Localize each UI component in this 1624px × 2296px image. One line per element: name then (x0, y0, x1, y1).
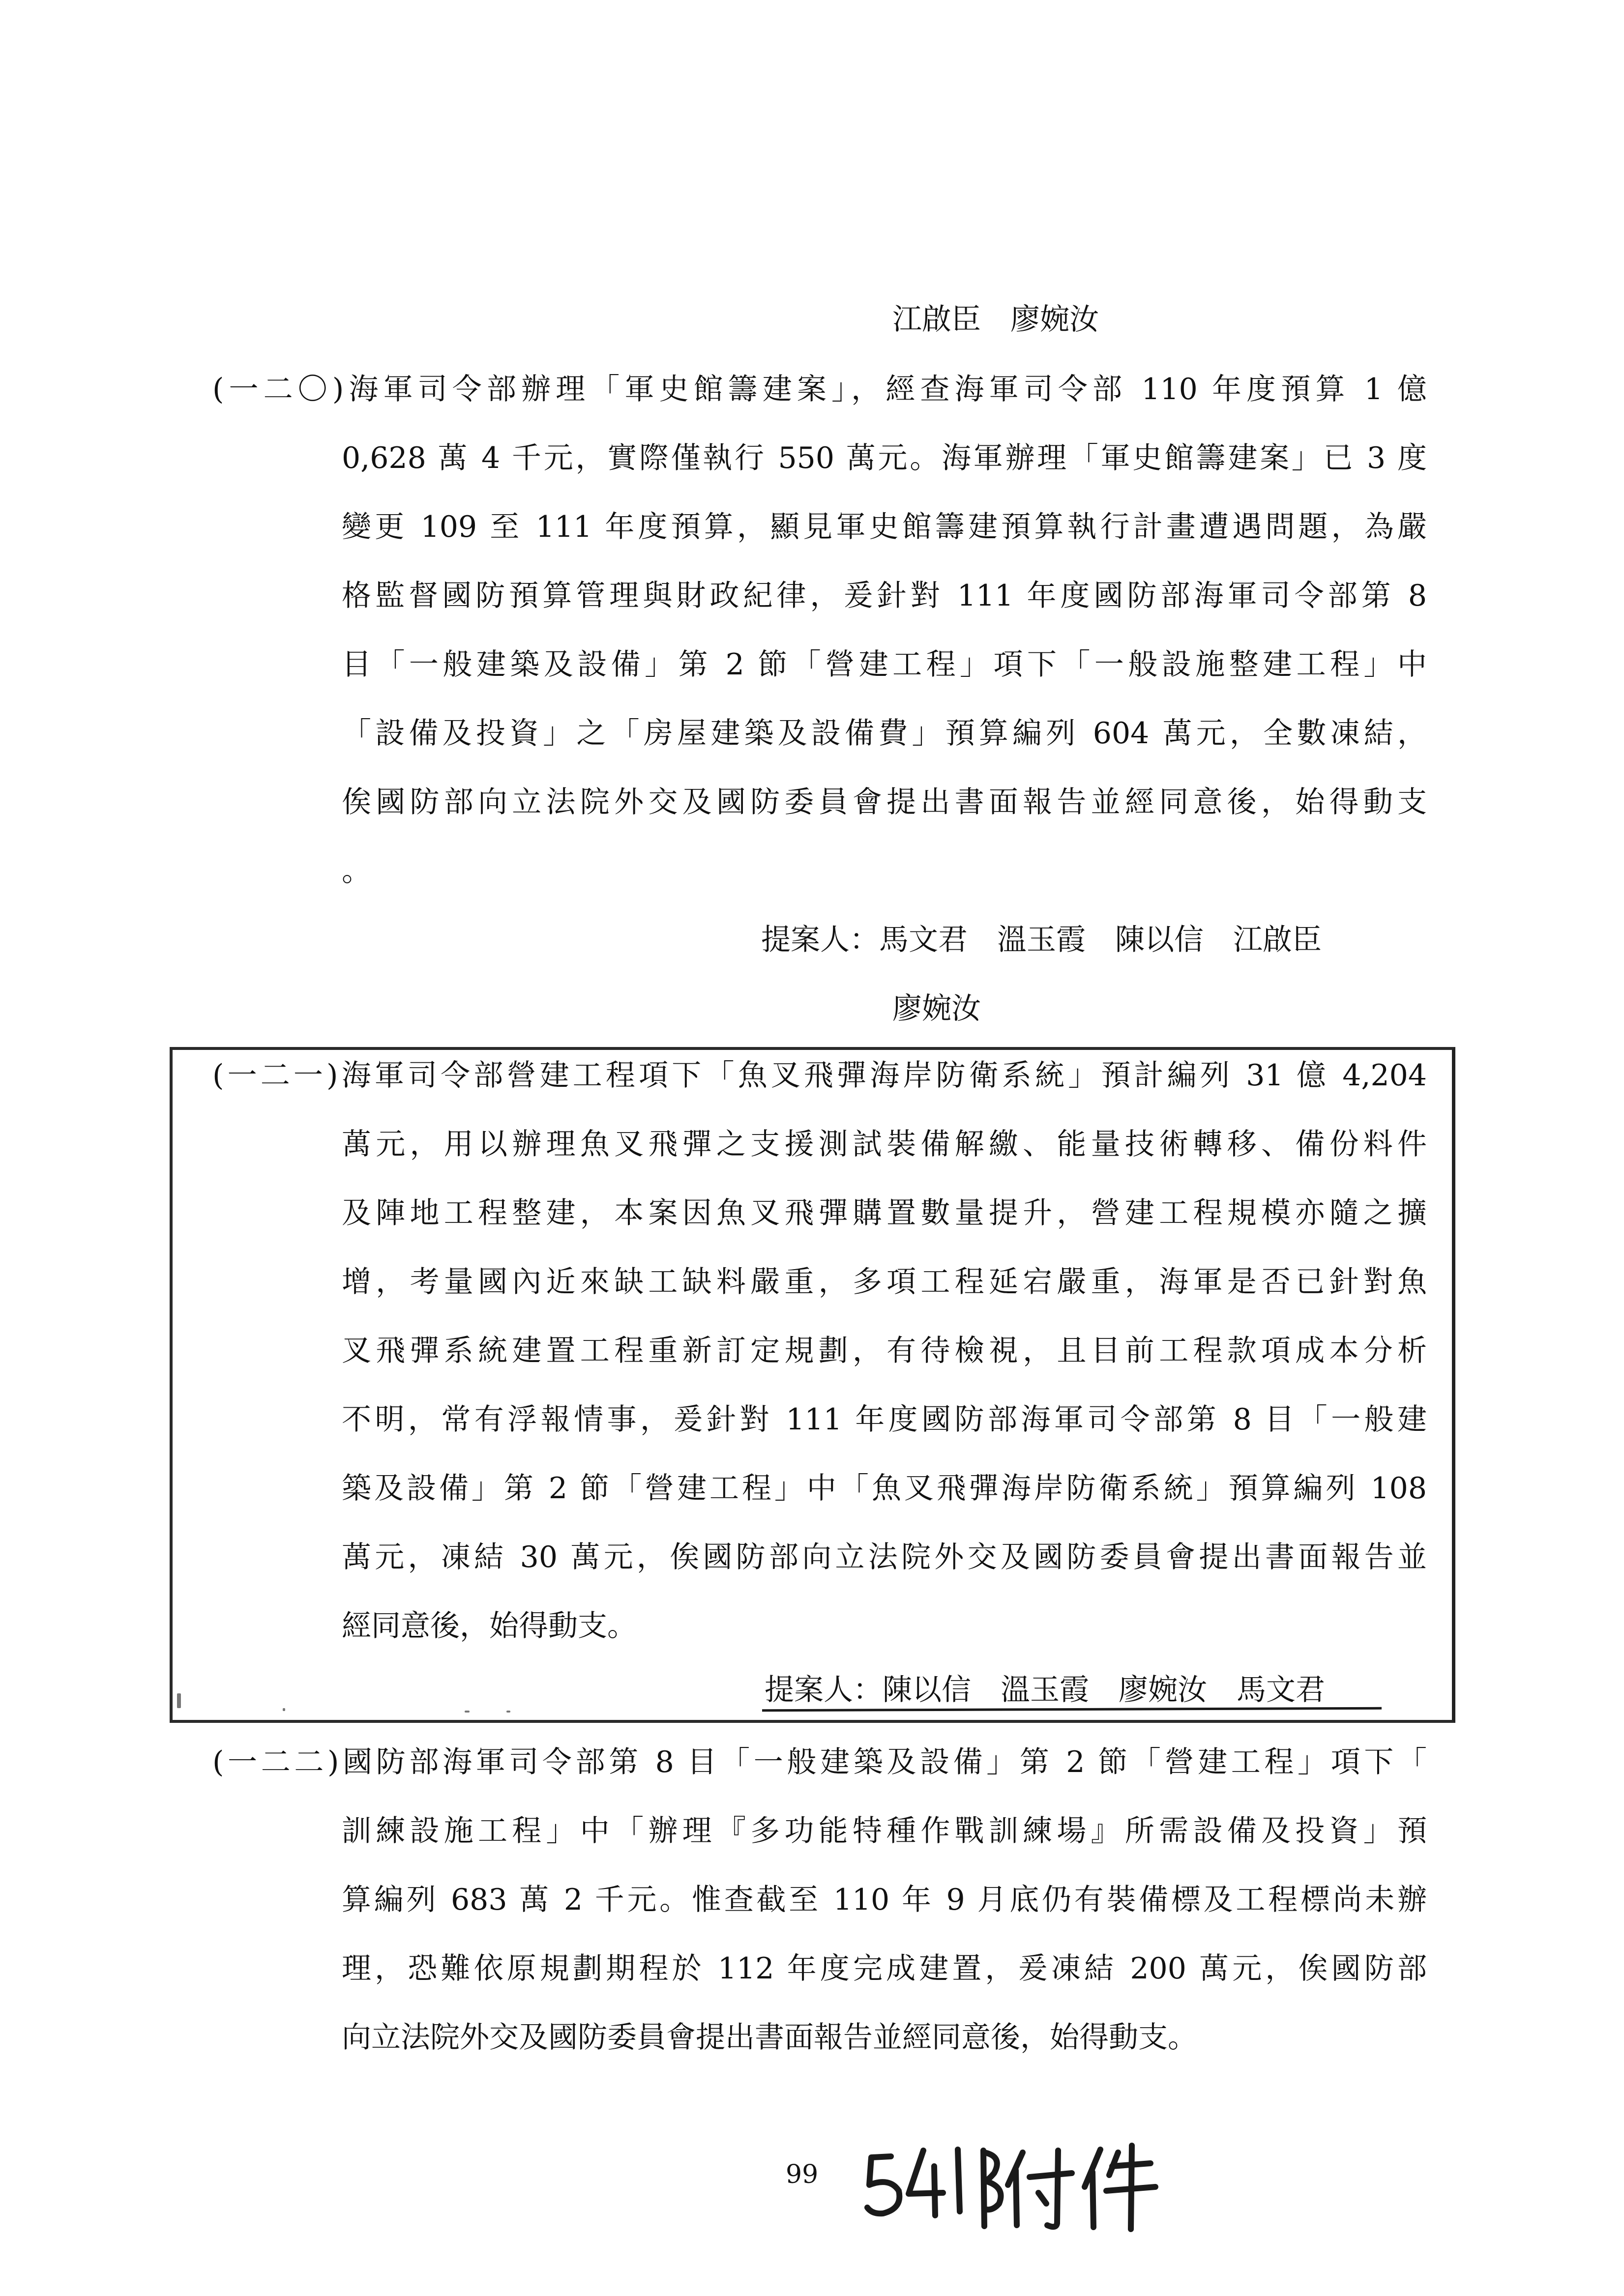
item-120-line: 目「一般建築及設備」第 2 節「營建工程」項下「一般設施整建工程」中 (342, 647, 1427, 682)
item-121-line: 築及設備」第 2 節「營建工程」中「魚叉飛彈海岸防衛系統」預算編列 108 (342, 1471, 1427, 1506)
scan-speck (465, 1711, 470, 1713)
item-122-line: 理，恐難依原規劃期程於 112 年度完成建置，爰凍結 200 萬元，俟國防部 (342, 1951, 1427, 1986)
scan-speck (283, 1708, 285, 1711)
item-120-proposers: 提案人：馬文君 溫玉霞 陳以信 江啟臣 (761, 923, 1322, 957)
page-number: 99 (786, 2160, 819, 2189)
item-121-line: (一二一)海軍司令部營建工程項下「魚叉飛彈海岸防衛系統」預計編列 31 億 4,204 (212, 1058, 1427, 1093)
item-120-proposers-cont: 廖婉汝 (892, 991, 981, 1026)
item-122-line: 訓練設施工程」中「辦理『多功能特種作戰訓練場』所需設備及投資」預 (342, 1814, 1427, 1848)
item-121-line: 及陣地工程整建，本案因魚叉飛彈購置數量提升，營建工程規模亦隨之擴 (342, 1196, 1427, 1230)
top-signers: 江啟臣 廖婉汝 (892, 302, 1099, 337)
item-121-line: 不明，常有浮報情事，爰針對 111 年度國防部海軍司令部第 8 目「一般建 (342, 1402, 1427, 1437)
item-120-line: 0,628 萬 4 千元，實際僅執行 550 萬元。海軍辦理「軍史館籌建案」已 3 度 (342, 441, 1427, 475)
item-121-line: 萬元，用以辦理魚叉飛彈之支援測試裝備解繳、能量技術轉移、備份料件 (342, 1127, 1427, 1162)
item-121-proposers: 提案人：陳以信 溫玉霞 廖婉汝 馬文君 (765, 1673, 1325, 1707)
item-120-line: 俟國防部向立法院外交及國防委員會提出書面報告並經同意後，始得動支 (342, 785, 1427, 819)
item-122-line: 算編列 683 萬 2 千元。惟查截至 110 年 9 月底仍有裝備標及工程標尚未辦 (342, 1883, 1427, 1917)
item-122-line: (一二二)國防部海軍司令部第 8 目「一般建築及設備」第 2 節「營建工程」項下「 (212, 1745, 1427, 1779)
item-120-line: 「設備及投資」之「房屋建築及設備費」預算編列 604 萬元，全數凍結， (342, 716, 1427, 751)
item-121-line: 萬元，凍結 30 萬元，俟國防部向立法院外交及國防委員會提出書面報告並 (342, 1540, 1427, 1574)
handwritten-note (860, 2136, 1185, 2234)
item-121-line: 叉飛彈系統建置工程重新訂定規劃，有待檢視，且目前工程款項成本分析 (342, 1334, 1427, 1368)
item-120-line: 格監督國防預算管理與財政紀律，爰針對 111 年度國防部海軍司令部第 8 (342, 579, 1427, 613)
item-122-line: 向立法院外交及國防委員會提出書面報告並經同意後，始得動支。 (342, 2020, 1197, 2055)
item-120-line: 變更 109 至 111 年度預算，顯見軍史館籌建預算執行計畫遭遇問題，為嚴 (342, 510, 1427, 544)
item-120-line: 。 (342, 854, 371, 888)
item-120-line: (一二〇)海軍司令部辦理「軍史館籌建案」，經查海軍司令部 110 年度預算 1 億 (212, 372, 1427, 407)
item-121-line: 經同意後，始得動支。 (342, 1609, 637, 1643)
scan-speck (506, 1711, 510, 1713)
scan-speck (177, 1693, 181, 1708)
item-121-line: 增，考量國內近來缺工缺料嚴重，多項工程延宕嚴重，海軍是否已針對魚 (342, 1265, 1427, 1299)
